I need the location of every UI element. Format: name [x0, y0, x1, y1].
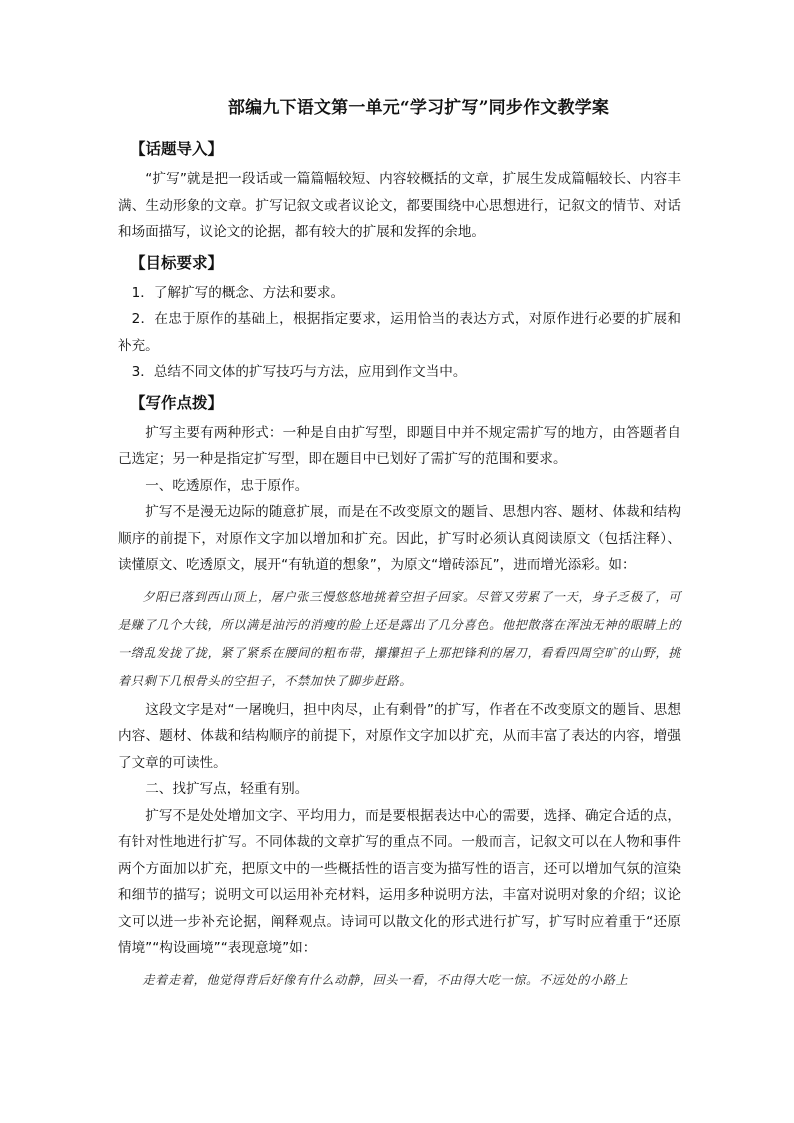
point-2-heading: 二、找扩写点，轻重有别。: [145, 781, 309, 797]
example-1-text: 夕阳已落到西山顶上，屠户张三慢悠悠地挑着空担子回家。尽管又劳累了一天，身子乏极了，可是赚了几个大钱，所以满是油污的消瘦的脸上还是露出了几分喜色。他把散落在浑浊无神的眼睛上的一绺乱发拢了拢，紧了紧系在腰间的粗布带，攥攥担子上那把锋利的屠刀，看看四周空旷的山野，挑着只剩下几根骨头的空担子，不禁加快了脚步赶路。: [118, 589, 681, 688]
section-goals: [118, 250, 681, 386]
point-1-paragraph: 扩写不是漫无边际的随意扩展，而是在不改变原文的题旨、思想内容、题材、体裁和结构顺序的前提下，对原作文字加以增加和扩充。因此，扩写时必须认真阅读原文（包括注释）、读懂原文、吃透原文，展开“有轨道的想象”，为原文“增砖添瓦”，进而增光添彩。如：: [118, 504, 681, 573]
example-1-note: 这段文字是对“一屠晚归，担中肉尽，止有剩骨”的扩写，作者在不改变原文的题旨、思想内容、题材、体裁和结构顺序的前提下，对原作文字加以扩充，从而丰富了表达的内容，增强了文章的可读性。: [118, 701, 681, 771]
point-1-heading: 一、吃透原作，忠于原作。: [145, 477, 309, 494]
document-page: [118, 96, 681, 996]
writing-tips-intro: 扩写主要有两种形式：一种是自由扩写型，即题目中并不规定需扩写的地方，由答题者自己选定；另一种是指定扩写型，即在题目中已划好了需扩写的范围和要求。: [118, 424, 681, 467]
point-2-paragraph: 扩写不是处处增加文字、平均用力，而是要根据表达中心的需要，选择、确定合适的点，有针对性地进行扩写。不同体裁的文章扩写的重点不同。一般而言，记叙文可以在人物和事件两个方面加以扩充，把原文中的一些概括性的语言变为描写性的语言，还可以增加气氛的渲染和细节的描写；说明文可以运用补充材料，运用多种说明方法，丰富对说明对象的介绍；议论文可以进一步补充论据，阐释观点。诗词可以散文化的形式进行扩写，扩写时应着重于“还原情境”“构设画境”“表现意境”如：: [118, 807, 681, 956]
section-heading-topic-intro: 【话题导入】: [130, 139, 224, 158]
example-2-text: 走着走着，他觉得背后好像有什么动静，回头一看，不由得大吃一惊。不远处的小路上: [142, 972, 629, 987]
goal-item-2: 2．在忠于原作的基础上，根据指定要求，运用恰当的表达方式，对原作进行必要的扩展和补充。: [118, 311, 681, 354]
section-heading-goals: 【目标要求】: [130, 252, 224, 272]
section-writing-tips: [118, 390, 681, 994]
section-topic-intro: [118, 136, 681, 246]
goal-item-3: 3．总结不同文体的扩写技巧与方法，应用到作文当中。: [131, 364, 467, 380]
section-heading-writing-tips: 【写作点拨】: [130, 392, 224, 412]
goal-item-1: 1．了解扩写的概念、方法和要求。: [131, 284, 345, 301]
topic-intro-paragraph: “扩写”就是把一段话或一篇篇幅较短、内容较概括的文章，扩展生发成篇幅较长、内容丰满、生动形象的文章。扩写记叙文或者议论文，都要围绕中心思想进行，记叙文的情节、对话和场面描写，议论文的论据，都有较大的扩展和发挥的余地。: [118, 171, 681, 240]
document-title: 部编九下语文第一单元“学习扩写”同步作文教学案: [227, 98, 610, 118]
